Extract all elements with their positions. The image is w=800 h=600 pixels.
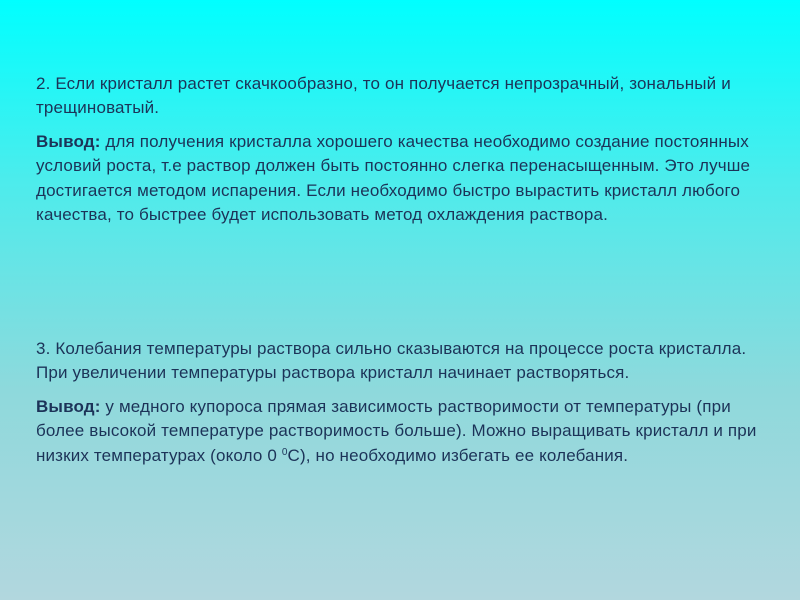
conclusion-text-part-1: у медного купороса прямая зависимость растворимости от температуры (при более высокой температуре растворимость больше). Можно выращивать кристалл и при низких температурах (около 0 [36, 396, 757, 465]
text-block-point-2 [36, 72, 776, 227]
point-3-text: 3. Колебания температуры раствора сильно сказываются на процессе роста кристалла. При увеличении температуры раствора кристалл начинает растворяться. [36, 339, 747, 383]
conclusion-paragraph-2 [36, 395, 776, 468]
text-block-point-3 [36, 337, 776, 468]
conclusion-label: Вывод: [36, 131, 101, 151]
conclusion-text-part-2: С), но необходимо избегать ее колебания. [287, 445, 629, 465]
conclusion-paragraph-1 [36, 130, 776, 228]
degree-superscript: 0 [281, 446, 288, 458]
conclusion-text: для получения кристалла хорошего качества необходимо создание постоянных условий роста, т.е раствор должен быть постоянно слегка перенасыщенным. Это лучше достигается методом испарения. Если необходимо быстро вырастить кристалл любого качества, то быстрее будет использовать метод охлаждения раствора. [36, 131, 751, 225]
point-2-text: 2. Если кристалл растет скачкообразно, то он получается непрозрачный, зональный и трещиноватый. [36, 74, 731, 118]
conclusion-label: Вывод: [36, 396, 101, 416]
